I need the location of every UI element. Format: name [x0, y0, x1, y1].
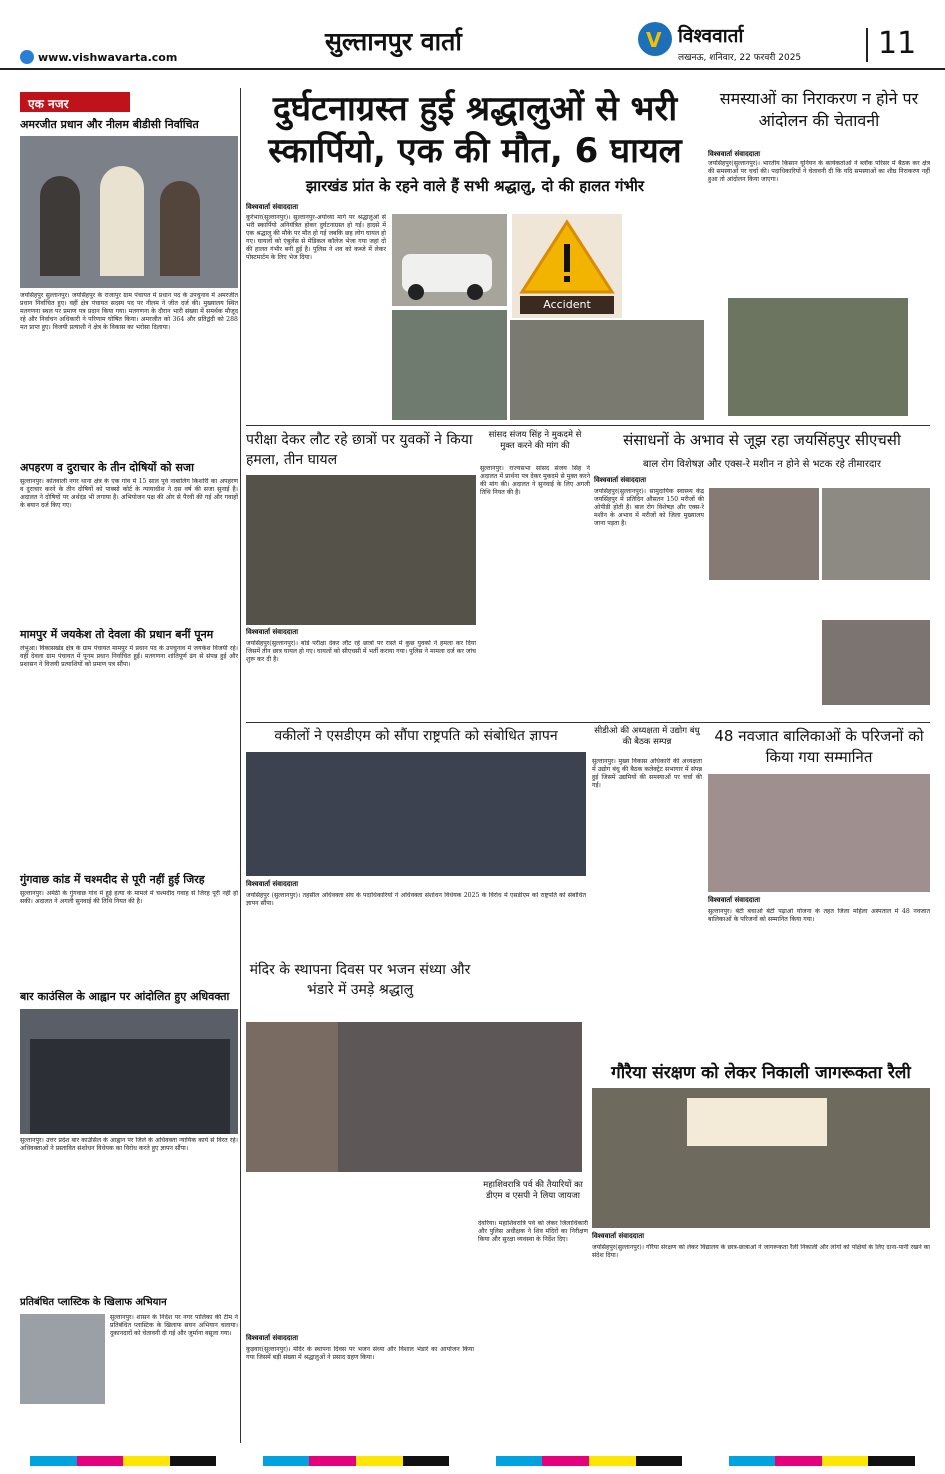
hrule-2 [246, 722, 930, 723]
mahashivratri-body: देवरिया। महाशिवरात्रि पर्व को लेकर जिलाधिकारी और पुलिस अधीक्षक ने शिव मंदिरों का निरीक्षण किया और सुरक्षा व्यवस्था के निर्देश दिए। [478, 1220, 588, 1243]
exam-story [246, 430, 476, 720]
masthead [0, 0, 945, 70]
lead-byline: विश्ववार्ता संवाददाता [246, 203, 299, 211]
chc-photo-1 [709, 488, 819, 580]
section-label-text: एक नजर [28, 97, 69, 111]
brand-logo-icon: V [638, 22, 672, 56]
chc-headline: संसाधनों के अभाव से जूझ रहा जयसिंहपुर सीएचसी [623, 431, 901, 449]
lead-photo-car [392, 214, 507, 306]
chc-story [594, 430, 930, 720]
ceo-body: सुल्तानपुर। मुख्य विकास अधिकारी की अध्यक्षता में उद्योग बंधु की बैठक कलेक्ट्रेट सभागार में संपन्न हुई जिसमें उद्यमियों की समस्याओं पर चर्चा की गई। [592, 758, 702, 789]
girls-body: सुल्तानपुर। बेटी बचाओ बेटी पढ़ाओ योजना के तहत जिला महिला अस्पताल में 48 नवजात बालिकाओं के परिजनों को सम्मानित किया गया। [708, 908, 930, 923]
left-story-6-body: सुल्तानपुर। शासन के निर्देश पर नगर पालिका की टीम ने प्रतिबंधित प्लास्टिक के खिलाफ सघन अभियान चलाया। दुकानदारों को चेतावनी दी गई और जुर्माना वसूला गया। [110, 1314, 238, 1337]
sparrow-headline: गौरैया संरक्षण को लेकर निकाली जागरूकता रैली [611, 1063, 911, 1083]
lawyers-photo [246, 752, 586, 876]
girls-headline: 48 नवजात बालिकाओं के परिजनों को किया गया सम्मानित [714, 727, 924, 766]
left-story-5-photo [20, 1009, 238, 1134]
globe-icon [20, 50, 34, 64]
left-story-2-body: सुल्तानपुर। कोतवाली नगर थाना क्षेत्र के एक गांव में 15 साल पूर्व नाबालिग किशोरी का अपहरण व दुराचार करने के तीन दोषियों को पाक्सो कोर्ट के न्यायाधीश ने दस वर्ष की सजा सुनाई है। अदालत ने दोषियों पर अर्थदंड भी लगाया है। अभियोजन पक्ष की ओर से पैरवी की गई और गवाहों के बयान दर्ज किए गए। [20, 478, 238, 509]
column-rule-left [240, 88, 241, 1443]
dateline: लखनऊ, शनिवार, 22 फरवरी 2025 [678, 53, 802, 63]
sparrow-photo [592, 1088, 930, 1228]
sparrow-body: जयसिंहपुर(सुल्तानपुर)। गौरैया संरक्षण को लेकर विद्यालय के छात्र-छात्राओं ने जागरूकता रैली निकाली और लोगों को पक्षियों के लिए दाना-पानी रखने का संदेश दिया। [592, 1244, 930, 1259]
left-story-1-body: जयसिंहपुर सुल्तानपुर। जयसिंहपुर के राजापुर ग्राम पंचायत में प्रधान पद के उपचुनाव में अमरजीत प्रधान निर्वाचित हुए। वहीं क्षेत्र पंचायत सदस्य पद पर नीलम ने जीत दर्ज की। मुख्यालय स्थित मतगणना स्थल पर प्रमाण पत्र प्रदान किया गया। मतगणना के दौरान भारी संख्या में समर्थक मौजूद रहे और निर्वाचन अधिकारी ने परिणाम घोषित किया। अमरजीत को 364 और प्रतिद्वंदी को 288 मत प्राप्त हुए। विजयी प्रत्याशी ने क्षेत्र के विकास का भरोसा दिलाया। [20, 292, 238, 331]
girls-story [708, 726, 930, 1056]
mahashivratri-story [478, 1000, 588, 1440]
exam-headline: परीक्षा देकर लौट रहे छात्रों पर युवकों ने किया हमला, तीन घायल [246, 432, 473, 468]
left-story-2-headline: अपहरण व दुराचार के तीन दोषियों को सजा [20, 461, 194, 474]
lawyers-story [246, 726, 586, 956]
mahashivratri-headline: महाशिवरात्रि पर्व की तैयारियों का डीएम व एसपी ने लिया जायजा [483, 1180, 583, 1201]
page-number: 11 [878, 26, 917, 61]
right-top-headline: समस्याओं का निराकरण न होने पर आंदोलन की चेतावनी [719, 89, 919, 130]
left-story-4-headline: गुंगवाछ कांड में चश्मदीद से पूरी नहीं हुई जिरह [20, 873, 205, 886]
chc-subhead: बाल रोग विशेषज्ञ और एक्स-रे मशीन न होने से भटक रहे तीमारदार [643, 459, 881, 470]
sparrow-byline: विश्ववार्ता संवाददाता [592, 1232, 645, 1240]
lead-photo-crowd [392, 310, 507, 420]
exam-photo [246, 475, 476, 625]
ceo-story [592, 726, 702, 1056]
left-story-5-headline: बार काउंसिल के आह्वान पर आंदोलित हुए अधिवक्ता [20, 990, 230, 1003]
lawyers-headline: वकीलों ने एसडीएम को सौंपा राष्ट्रपति को संबोधित ज्ञापन [274, 728, 558, 744]
mp-body: सुल्तानपुर। राज्यसभा सांसद संजय सिंह ने अदालत में प्रार्थना पत्र देकर मुकदमे से मुक्त करने की मांग की। अदालत ने सुनवाई के लिए अगली तिथि नियत की है। [480, 465, 590, 496]
ceo-headline: सीडीओ की अध्यक्षता में उद्योग बंधु की बैठक सम्पन्न [594, 726, 700, 747]
chc-byline: विश्ववार्ता संवाददाता [594, 476, 647, 484]
left-story-5-body: सुल्तानपुर। उत्तर प्रदेश बार काउंसिल के आह्वान पर जिले के अधिवक्ता न्यायिक कार्य से विरत रहे। अधिवक्ताओं ने प्रस्तावित संशोधन विधेयक का विरोध करते हुए ज्ञापन सौंपा। [20, 1137, 238, 1152]
left-story-3-body: लंभुआ। विकासखंड क्षेत्र के ग्राम पंचायत मामपुर में प्रधान पद के उपचुनाव में जयकेश विजयी रहे। वहीं देवला ग्राम पंचायत में पूनम प्रधान निर्वाचित हुईं। मतगणना शांतिपूर्ण ढंग से संपन्न हुई और प्रशासन ने विजयी प्रत्याशियों को प्रमाण पत्र सौंपा। [20, 645, 238, 668]
left-story-6-headline: प्रतिबंधित प्लास्टिक के खिलाफ अभियान [20, 1297, 167, 1308]
accident-graphic [512, 214, 622, 318]
mahashivratri-photo [338, 1022, 582, 1172]
temple-body: कुड़वार(सुल्तानपुर)। मंदिर के स्थापना दिवस पर भजन संध्या और विशाल भंडारे का आयोजन किया गया जिसमें बड़ी संख्या में श्रद्धालुओं ने प्रसाद ग्रहण किया। [246, 1346, 474, 1361]
lead-headline: दुर्घटनाग्रस्त हुई श्रद्धालुओं से भरी स्कार्पियो, एक की मौत, 6 घायल [268, 89, 682, 171]
lead-story [246, 88, 704, 423]
mp-headline: सांसद संजय सिंह ने मुकदमे से मुक्त करने की मांग की [488, 430, 582, 451]
right-top-story [708, 88, 930, 418]
exam-body: जयसिंहपुर(सुल्तानपुर)। बोर्ड परीक्षा देकर लौट रहे छात्रों पर रास्ते में कुछ युवकों ने हमला कर दिया जिसमें तीन छात्र घायल हो गए। घायलों को सीएचसी में भर्ती कराया गया। पुलिस ने मामला दर्ज कर जांच शुरू कर दी है। [246, 640, 476, 663]
temple-headline: मंदिर के स्थापना दिवस पर भजन संध्या और भंडारे में उमड़े श्रद्धालु [249, 962, 471, 998]
registration-strip [30, 1456, 915, 1466]
left-story-1-headline: अमरजीत प्रधान और नीलम बीडीसी निर्वाचित [20, 118, 199, 131]
right-top-byline: विश्ववार्ता संवाददाता [708, 150, 761, 158]
exam-byline: विश्ववार्ता संवाददाता [246, 628, 299, 636]
chc-photo-2 [822, 488, 930, 580]
lead-subhead: झारखंड प्रांत के रहने वाले हैं सभी श्रद्धालु, दो की हालत गंभीर [305, 177, 645, 195]
left-story-6-photo [20, 1314, 105, 1404]
chc-body: जयसिंहपुर(सुल्तानपुर)। सामुदायिक स्वास्थ्य केंद्र जयसिंहपुर में प्रतिदिन औसतन 150 मरीजों की ओपीडी होती है। बाल रोग विशेषज्ञ और एक्स-रे मशीन के अभाव में मरीजों को जिला मुख्यालय जाना पड़ता है। [594, 488, 704, 527]
brand-name: विश्ववार्ता [678, 25, 744, 47]
page-title: सुल्तानपुर वार्ता [325, 27, 462, 56]
temple-byline: विश्ववार्ता संवाददाता [246, 1334, 299, 1342]
lawyers-body: जयसिंहपुर (सुल्तानपुर)। तहसील अधिवक्ता संघ के पदाधिकारियों ने अधिवक्ता संशोधन विधेयक 2025 के विरोध में एसडीएम को राष्ट्रपति को संबोधित ज्ञापन सौंपा। [246, 892, 586, 907]
right-top-body: जयसिंहपुर(सुल्तानपुर)। भारतीय किसान यूनियन के कार्यकर्ताओं ने ब्लॉक परिसर में बैठक कर क्षेत्र की समस्याओं पर चर्चा की। पदाधिकारियों ने चेतावनी दी कि यदि समस्याओं का शीघ्र निराकरण नहीं हुआ तो आंदोलन किया जाएगा। [708, 160, 930, 183]
website-url[interactable]: www.vishwavarta.com [38, 51, 178, 64]
left-column [20, 92, 238, 1444]
hrule-1 [246, 425, 930, 426]
left-story-1-photo [20, 136, 238, 288]
page-number-divider [866, 28, 868, 62]
lawyers-byline: विश्ववार्ता संवाददाता [246, 880, 299, 888]
girls-photo [708, 774, 930, 892]
right-top-photo [728, 298, 908, 416]
left-story-4-body: सुल्तानपुर। अमेठी के गुंगवाछ गांव में हुई हत्या के मामले में चश्मदीद गवाह से जिरह पूरी नहीं हो सकी। अदालत ने अगली सुनवाई की तिथि नियत की है। [20, 890, 238, 905]
lead-photo-villagers [510, 320, 704, 420]
accident-label: Accident [520, 296, 614, 314]
left-story-3-headline: मामपुर में जयकेश तो देवला की प्रधान बनीं पूनम [20, 628, 214, 641]
girls-byline: विश्ववार्ता संवाददाता [708, 896, 761, 904]
sparrow-story [592, 1060, 930, 1440]
chc-photo-3 [822, 620, 930, 705]
mp-story [480, 430, 590, 720]
lead-body-col1: कूरेभार(सुल्तानपुर)। सुल्तानपुर-अयोध्या मार्ग पर श्रद्धालुओं से भरी स्कार्पियो अनियंत्रित होकर दुर्घटनाग्रस्त हो गई। हादसे में एक श्रद्धालु की मौके पर मौत हो गई जबकि छह लोग घायल हो गए। घायलों को एंबुलेंस से मेडिकल कॉलेज भेजा गया जहां दो की हालत गंभीर बनी हुई है। पुलिस ने शव को कब्जे में लेकर पोस्टमार्टम के लिए भेज दिया। [246, 214, 386, 261]
